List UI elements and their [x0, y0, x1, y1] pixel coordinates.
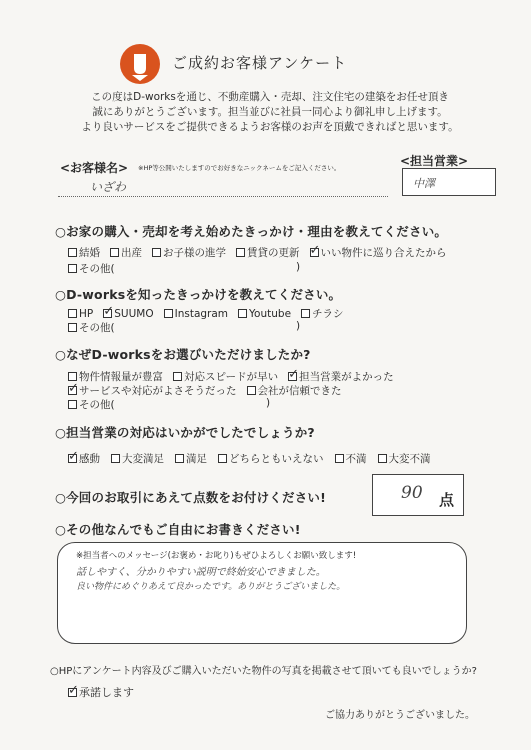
- other-label: その他(: [79, 322, 115, 334]
- question-reason: ○お家の購入・売却を考え始めたきっかけ・理由を教えてください。: [55, 224, 448, 239]
- score-unit: 点: [439, 491, 455, 509]
- intro-text: [60, 90, 480, 135]
- checkbox-icon: [68, 323, 77, 332]
- checkbox-icon: [68, 400, 77, 409]
- other-label: その他(: [79, 263, 115, 275]
- checkbox-icon: [111, 454, 120, 463]
- question-satisfaction: ○担当営業の対応はいかがでしたでしょうか?: [55, 425, 315, 440]
- consent-option[interactable]: [68, 684, 134, 700]
- checked-checkbox-icon: [68, 454, 77, 463]
- checkbox-icon: [110, 248, 119, 257]
- intro-line: 誠にありがとうございます。担当並びに社員一同心より御礼申し上げます。: [92, 106, 448, 118]
- reason-other[interactable]: [68, 261, 115, 276]
- other-close: ): [266, 397, 271, 409]
- checkbox-icon: [68, 309, 77, 318]
- satisfaction-option[interactable]: 大変満足: [111, 451, 164, 466]
- discovery-option[interactable]: ✓ SUUMO: [103, 308, 153, 320]
- why-option[interactable]: ✓ 担当営業がよかった: [288, 369, 394, 384]
- reason-option[interactable]: 賃貸の更新: [236, 245, 300, 260]
- checkbox-icon: [236, 248, 245, 257]
- question-why: ○なぜD-worksをお選びいただけましたか?: [55, 347, 311, 362]
- discovery-option[interactable]: HP: [68, 308, 93, 320]
- discovery-option[interactable]: チラシ: [301, 306, 344, 321]
- why-option[interactable]: 会社が信頼できた: [247, 383, 342, 398]
- checkbox-icon: [218, 454, 227, 463]
- why-option[interactable]: 物件情報量が豊富: [68, 369, 163, 384]
- question-free: ○その他なんでもご自由にお書きください!: [55, 522, 301, 537]
- free-comment-line: 良い物件にめぐりあえて良かったです。ありがとうございました。: [76, 582, 346, 592]
- customer-name-note: ※HP等公開いたしますのでお好きなニックネームをご記入ください。: [138, 164, 341, 172]
- satisfaction-option[interactable]: 満足: [175, 451, 207, 466]
- free-comment-box[interactable]: [57, 542, 467, 644]
- customer-name-label: <お客様名>: [60, 161, 129, 175]
- checkbox-icon: [68, 372, 77, 381]
- sales-value: 中澤: [413, 177, 435, 190]
- logo-mark-icon: [120, 44, 160, 84]
- question-score: ○今回のお取引にあえて点数をお付けください!: [55, 490, 327, 505]
- checked-checkbox-icon: [288, 372, 297, 381]
- intro-line: より良いサービスをご提供できるようお客様のお声を頂戴できればと思います。: [81, 121, 459, 133]
- reason-option[interactable]: ✓ いい物件に巡り合えたから: [310, 245, 447, 260]
- checkbox-icon: [335, 454, 344, 463]
- why-option[interactable]: 対応スピードが早い: [173, 369, 278, 384]
- checkbox-icon: [173, 372, 182, 381]
- why-option[interactable]: ✓サービスや対応がよさそうだった: [68, 383, 237, 398]
- sales-label: <担当営業>: [400, 154, 469, 168]
- reason-option[interactable]: 出産: [110, 245, 142, 260]
- checkbox-icon: [247, 386, 256, 395]
- checkbox-icon: [68, 264, 77, 273]
- reason-option[interactable]: 結婚: [68, 245, 100, 260]
- satisfaction-option[interactable]: ✓感動: [68, 451, 100, 466]
- checked-checkbox-icon: [103, 309, 112, 318]
- sales-box[interactable]: [402, 168, 496, 196]
- discovery-options: [68, 306, 344, 321]
- consent-label: 承諾します: [79, 686, 134, 699]
- free-comment-note: ※担当者へのメッセージ(お褒め・お叱り)もぜひよろしくお願い致します!: [76, 551, 357, 561]
- checkbox-icon: [238, 309, 247, 318]
- discovery-option[interactable]: Youtube: [238, 308, 291, 320]
- score-value: 90: [401, 483, 423, 503]
- other-close: ): [296, 320, 301, 332]
- checked-checkbox-icon: [68, 688, 77, 697]
- other-label: その他(: [79, 399, 115, 411]
- discovery-other[interactable]: [68, 320, 115, 335]
- checkbox-icon: [378, 454, 387, 463]
- intro-line: この度はD-worksを通じ、不動産購入・売却、注文住宅の建築をお任せ頂き: [91, 91, 449, 103]
- score-box[interactable]: [372, 474, 464, 516]
- why-options-row1: [68, 369, 394, 384]
- checked-checkbox-icon: [310, 248, 319, 257]
- question-discovery: ○D-worksを知ったきっかけを教えてください。: [55, 287, 342, 302]
- why-other[interactable]: [68, 397, 115, 412]
- checkbox-icon: [164, 309, 173, 318]
- customer-name-value[interactable]: いざわ: [90, 180, 127, 194]
- checkbox-icon: [175, 454, 184, 463]
- checkbox-icon: [301, 309, 310, 318]
- page-title: ご成約お客様アンケート: [172, 54, 348, 72]
- checkbox-icon: [68, 248, 77, 257]
- reason-option[interactable]: お子様の進学: [152, 245, 226, 260]
- customer-name-line: [58, 196, 388, 197]
- reason-options: [68, 245, 447, 260]
- other-close: ): [296, 261, 301, 273]
- satisfaction-option[interactable]: 大変不満: [378, 451, 431, 466]
- free-comment-line: 話しやすく、分かりやすい説明で終始安心できました。: [76, 567, 326, 578]
- satisfaction-option[interactable]: 不満: [335, 451, 367, 466]
- company-logo: [120, 44, 160, 84]
- checkbox-icon: [152, 248, 161, 257]
- checked-checkbox-icon: [68, 386, 77, 395]
- why-options-row2: [68, 383, 342, 398]
- satisfaction-option[interactable]: どちらともいえない: [218, 451, 324, 466]
- discovery-option[interactable]: Instagram: [164, 308, 228, 320]
- thanks-text: ご協力ありがとうございました。: [325, 710, 475, 721]
- satisfaction-options: [68, 451, 431, 466]
- consent-question: ○HPにアンケート内容及びご購入いただいた物件の写真を掲載させて頂いても良いでしょうか?: [50, 666, 477, 677]
